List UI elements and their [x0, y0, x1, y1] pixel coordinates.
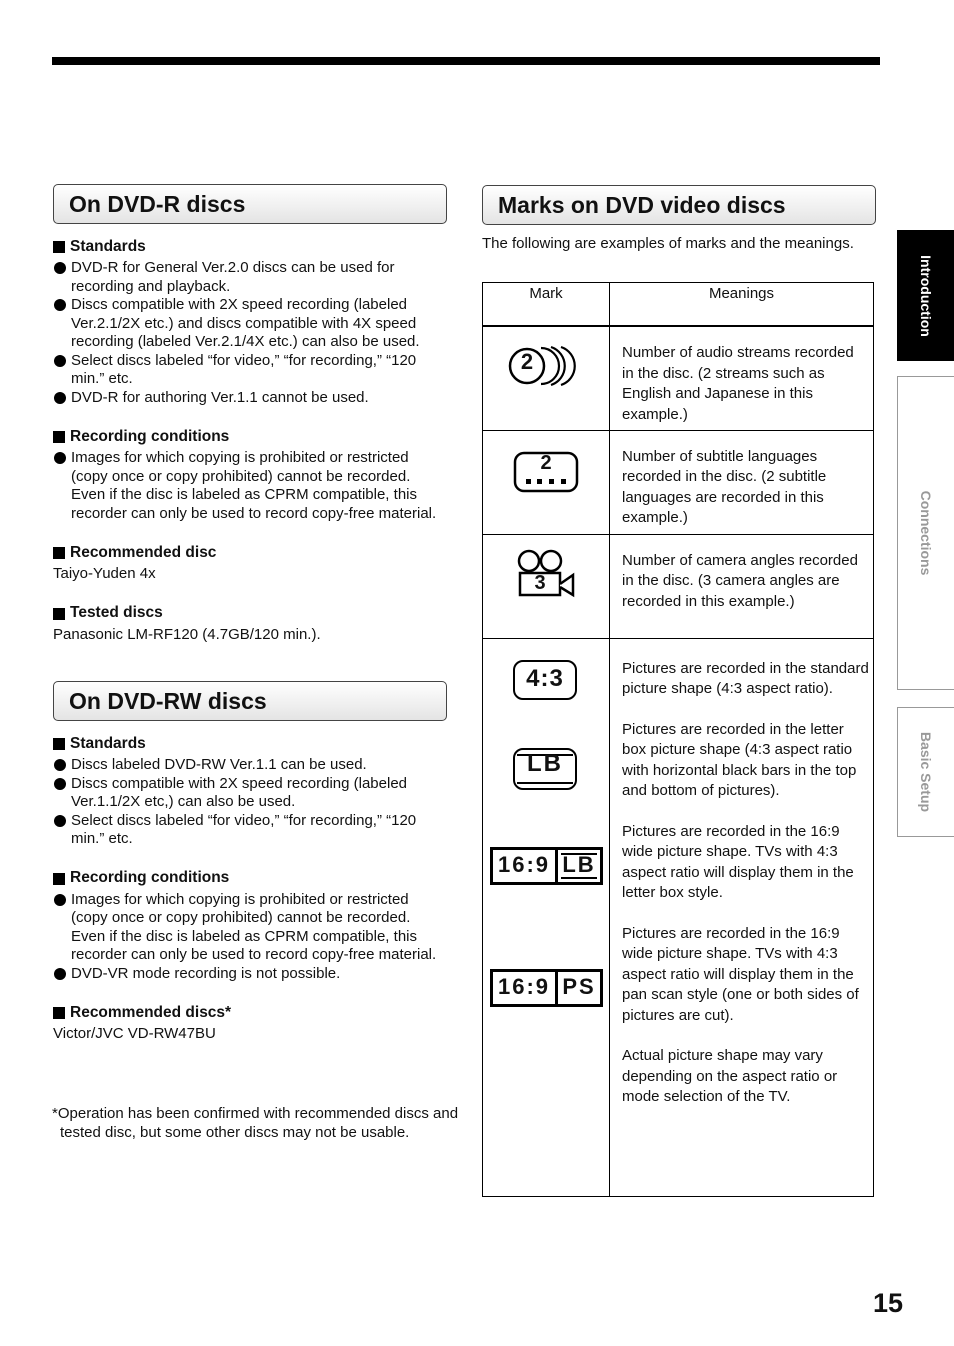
list-item: Images for which copying is prohibited or restricted (copy once or copy prohibited) cannot be recorded. Even if the disc is labeled as CPRM compatible, this recorder can only be used to record copy-free material.	[53, 891, 448, 965]
square-bullet-icon	[53, 608, 65, 620]
column-header-mark: Mark	[483, 283, 610, 327]
wide-letterbox-meaning: Pictures are recorded in the 16:9 wide picture shape. TVs with 4:3 aspect ratio will display them in the letter box style.	[622, 822, 854, 901]
angle-meaning: Number of camera angles recorded in the disc. (3 camera angles are recorded in this example.)	[610, 534, 874, 638]
subtitle-languages-icon: 2	[513, 451, 579, 493]
dvdr-recommended-heading: Recommended disc	[53, 543, 448, 563]
table-row	[483, 638, 874, 1196]
square-bullet-icon	[53, 873, 65, 885]
dvdr-recording-list	[53, 449, 448, 523]
wide-pan-scan-icon: 16:9 PS	[490, 969, 603, 1007]
dvdr-section-title: On DVD-R discs	[53, 184, 447, 224]
table-row	[483, 430, 874, 534]
list-item: DVD-R for General Ver.2.0 discs can be used for recording and playback.	[53, 259, 448, 296]
list-item: DVD-VR mode recording is not possible.	[53, 965, 448, 984]
list-item: Select discs labeled “for video,” “for recording,” “120 min.” etc.	[53, 812, 448, 849]
audio-mark-cell	[483, 326, 610, 430]
aspect-note: Actual picture shape may vary depending on the aspect ratio or mode selection of the TV.	[622, 1047, 838, 1105]
dvdr-recommended-text: Taiyo-Yuden 4x	[53, 565, 156, 582]
header-rule	[52, 57, 880, 65]
list-item: Discs compatible with 2X speed recording (labeled Ver.2.1/2X etc.) and discs compatible with 4X speed recording (labeled Ver.2.1/4X etc.) can also be used.	[53, 296, 448, 352]
dvdrw-standards-heading: Standards	[53, 734, 448, 754]
dvdr-standards-list	[53, 259, 448, 407]
audio-meaning: Number of audio streams recorded in the disc. (2 streams such as English and Japanese in this example.)	[610, 326, 874, 430]
dvdrw-recording-list	[53, 891, 448, 984]
wide-pan-scan-meaning: Pictures are recorded in the 16:9 wide picture shape. TVs with 4:3 aspect ratio will display them in the pan scan style (one or both sides of pictures are cut).	[622, 924, 859, 1024]
list-item: Select discs labeled “for video,” “for recording,” “120 min.” etc.	[53, 352, 448, 389]
aspect-mark-cell	[483, 638, 610, 1196]
subtitle-mark-cell	[483, 430, 610, 534]
letterbox-meaning: Pictures are recorded in the letter box picture shape (4:3 aspect ratio with horizontal black bars in the top and bottom of pictures).	[622, 720, 857, 799]
letterbox-icon: LB	[513, 748, 577, 790]
angle-mark-cell	[483, 534, 610, 638]
dvdr-tested-heading: Tested discs	[53, 604, 448, 624]
table-row	[483, 534, 874, 638]
dvdrw-recommended-text: Victor/JVC VD-RW47BU	[53, 1025, 216, 1042]
dvdrw-section	[53, 734, 448, 1044]
dvdr-standards-heading: Standards	[53, 237, 448, 257]
aspect-4-3-meaning: Pictures are recorded in the standard picture shape (4:3 aspect ratio).	[622, 659, 869, 697]
aspect-4-3-icon: 4:3	[513, 660, 577, 700]
page-number: 15	[873, 1288, 904, 1318]
list-item: Images for which copying is prohibited or restricted (copy once or copy prohibited) cannot be recorded. Even if the disc is labeled as CPRM compatible, this recorder can only be used to record copy-free material.	[53, 449, 448, 523]
dvdrw-recommended-heading: Recommended discs*	[53, 1003, 448, 1023]
footnote: *Operation has been confirmed with recommended discs and tested disc, but some other discs may not be usable.	[52, 1105, 459, 1141]
table-header-row	[483, 283, 874, 327]
column-header-meanings: Meanings	[610, 283, 874, 327]
list-item: Discs compatible with 2X speed recording (labeled Ver.1.1/2X etc,) can also be used.	[53, 775, 448, 812]
dvdrw-recording-heading: Recording conditions	[53, 869, 448, 889]
list-item: DVD-R for authoring Ver.1.1 cannot be used.	[53, 389, 448, 408]
dvdr-recording-heading: Recording conditions	[53, 427, 448, 447]
dvdrw-section-title: On DVD-RW discs	[53, 681, 447, 721]
square-bullet-icon	[53, 547, 65, 559]
square-bullet-icon	[53, 431, 65, 443]
square-bullet-icon	[53, 1007, 65, 1019]
dvdrw-standards-list	[53, 756, 448, 849]
marks-table	[482, 282, 874, 1197]
marks-section-title: Marks on DVD video discs	[482, 185, 876, 225]
tab-introduction[interactable]: Introduction	[897, 230, 954, 361]
square-bullet-icon	[53, 738, 65, 750]
marks-intro: The following are examples of marks and the meanings.	[482, 235, 854, 252]
tab-connections[interactable]: Connections	[897, 376, 954, 690]
subtitle-meaning: Number of subtitle languages recorded in the disc. (2 subtitle languages are recorded in this example.)	[610, 430, 874, 534]
list-item: Discs labeled DVD-RW Ver.1.1 can be used.	[53, 756, 448, 775]
square-bullet-icon	[53, 241, 65, 253]
dvdr-tested-text: Panasonic LM-RF120 (4.7GB/120 min.).	[53, 625, 321, 643]
tab-basic-setup[interactable]: Basic Setup	[897, 707, 954, 837]
wide-letterbox-icon: 16:9 LB	[490, 847, 603, 885]
table-row	[483, 326, 874, 430]
camera-angle-icon: 3	[517, 549, 577, 599]
audio-streams-icon: 2	[507, 345, 585, 387]
dvdr-section	[53, 237, 448, 644]
aspect-meaning	[610, 638, 874, 1196]
